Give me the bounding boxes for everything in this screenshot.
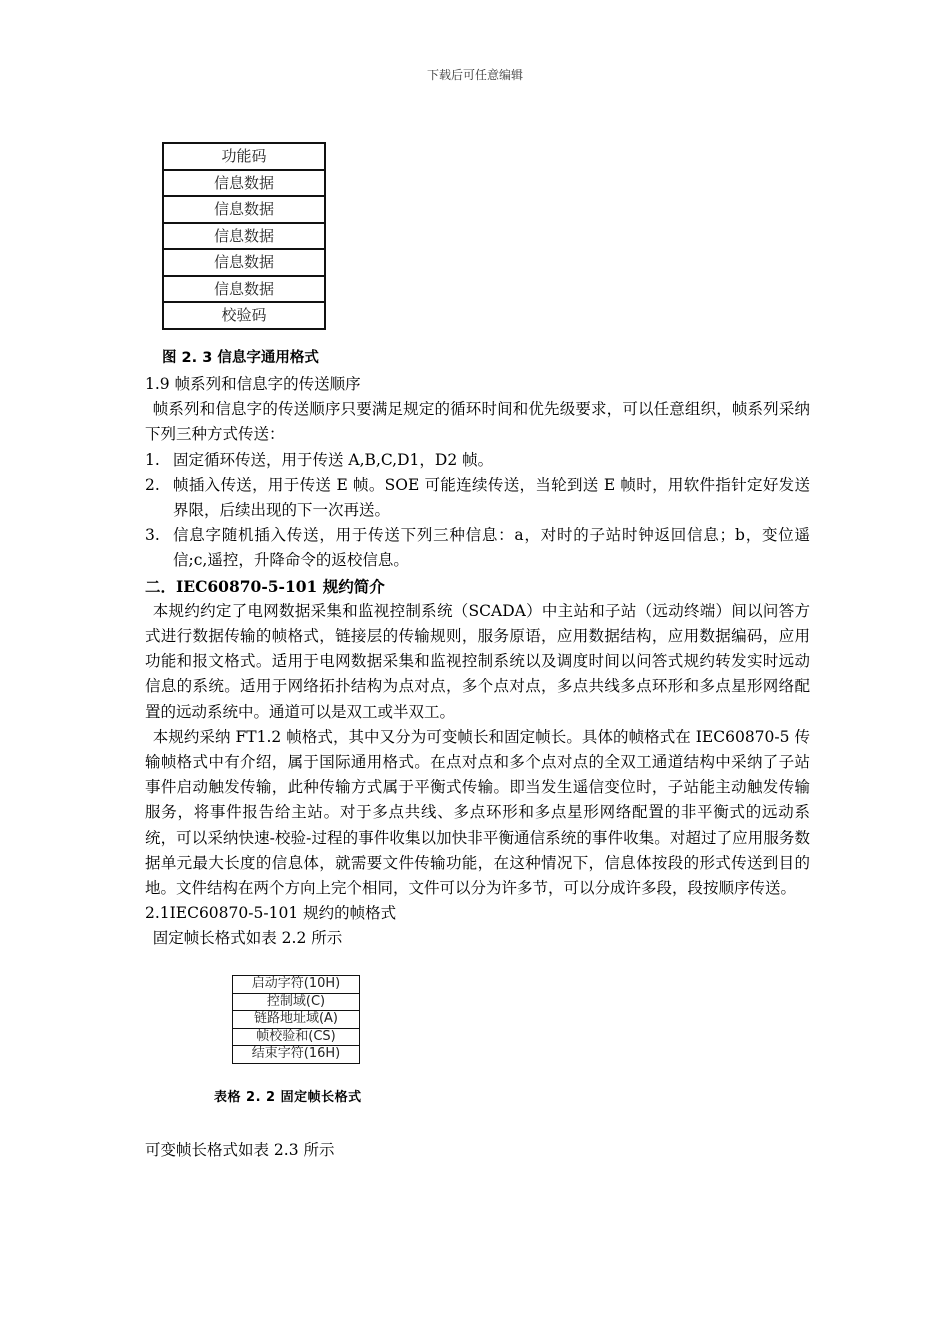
document-body [145,372,810,952]
list-number: 3. [145,526,160,545]
paragraph: 可变帧长格式如表 2.3 所示 [145,1140,335,1159]
figure-row: 校验码 [221,306,267,324]
paragraph: 本规约采纳 FT1.2 帧格式，其中又分为可变帧长和固定帧长。具体的帧格式在 IEC60870-5 传输帧格式中有介绍，属于国际通用格式。在点对点和多个点对点的全双工通道结构中采纳了子站事件启动触发传输，此种传输方式属于平衡式传输。即当发生遥信变位时，子站能主动触发传输服务，将事件报告给主站。对于多点共线、多点环形和多点星形网络配置的非平衡式的远动系统，可以采纳快速-校验-过程的事件收集以加快非平衡通信系统的事件收集。对超过了应用服务数据单元最大长度的信息体，就需要文件传输功能，在这种情况下，信息体按段的形式传送到目的地。文件结构在两个方向上完个相同，文件可以分为许多节，可以分成许多段，段按顺序传送。 [145,727,810,898]
figure-row: 信息数据 [164,277,324,304]
figure-row: 信息数据 [164,224,324,251]
section-heading: 2.1IEC60870-5-101 规约的帧格式 [145,904,397,923]
table-fixed-frame-format [232,975,360,1064]
list-item [145,448,810,473]
table-box [232,975,360,1064]
figure-info-word-format [162,142,326,330]
list-text: 信息字随机插入传送，用于传送下列三种信息：a，对时的子站时钟返回信息；b，变位遥信;c,遥控，升降命令的返校信息。 [173,526,810,570]
paragraph: 帧系列和信息字的传送顺序只要满足规定的循环时间和优先级要求，可以任意组织，帧系列采纳下列三种方式传送： [145,400,810,444]
list-item [145,473,810,523]
figure-row: 信息数据 [164,250,324,277]
table-row: 结束字符(16H) [251,1046,341,1062]
table-row: 启动字符(10H) [233,976,359,994]
list-number: 2. [145,475,160,494]
table-row: 链路地址域(A) [233,1011,359,1029]
list-text: 固定循环传送，用于传送 A,B,C,D1，D2 帧。 [173,450,494,469]
paragraph: 固定帧长格式如表 2.2 所示 [152,929,343,948]
list-number: 1. [145,450,160,469]
table-row: 帧校验和(CS) [233,1029,359,1047]
paragraph: 本规约约定了电网数据采集和监视控制系统（SCADA）中主站和子站（远动终端）间以问答方式进行数据传输的帧格式，链接层的传输规则，服务原语，应用数据结构，应用数据编码，应用功能和报文格式。适用于电网数据采集和监视控制系统以及调度时间以问答式规约转发实时远动信息的系统。适用于网络拓扑结构为点对点，多个点对点，多点共线多点环形和多点星形网络配置的远动系统中。通道可以是双工或半双工。 [145,601,810,721]
page-header: 下载后可任意编辑 [426,68,523,82]
section-heading: 1.9 帧系列和信息字的传送顺序 [145,375,361,393]
table-row: 控制域(C) [233,994,359,1012]
figure-caption: 图 2. 3 信息字通用格式 [162,350,319,366]
figure-row: 信息数据 [164,197,324,224]
list-text: 帧插入传送，用于传送 E 帧。SOE 可能连续传送，当轮到送 E 帧时，用软件指针定好发送界限，后续出现的下一次再送。 [173,475,810,520]
figure-row: 功能码 [164,144,324,171]
figure-row: 信息数据 [164,171,324,198]
table-caption: 表格 2. 2 固定帧长格式 [214,1090,362,1105]
chapter-heading: 二．IEC60870-5-101 规约简介 [145,576,385,596]
figure-box [162,142,326,330]
list-item [145,523,810,573]
